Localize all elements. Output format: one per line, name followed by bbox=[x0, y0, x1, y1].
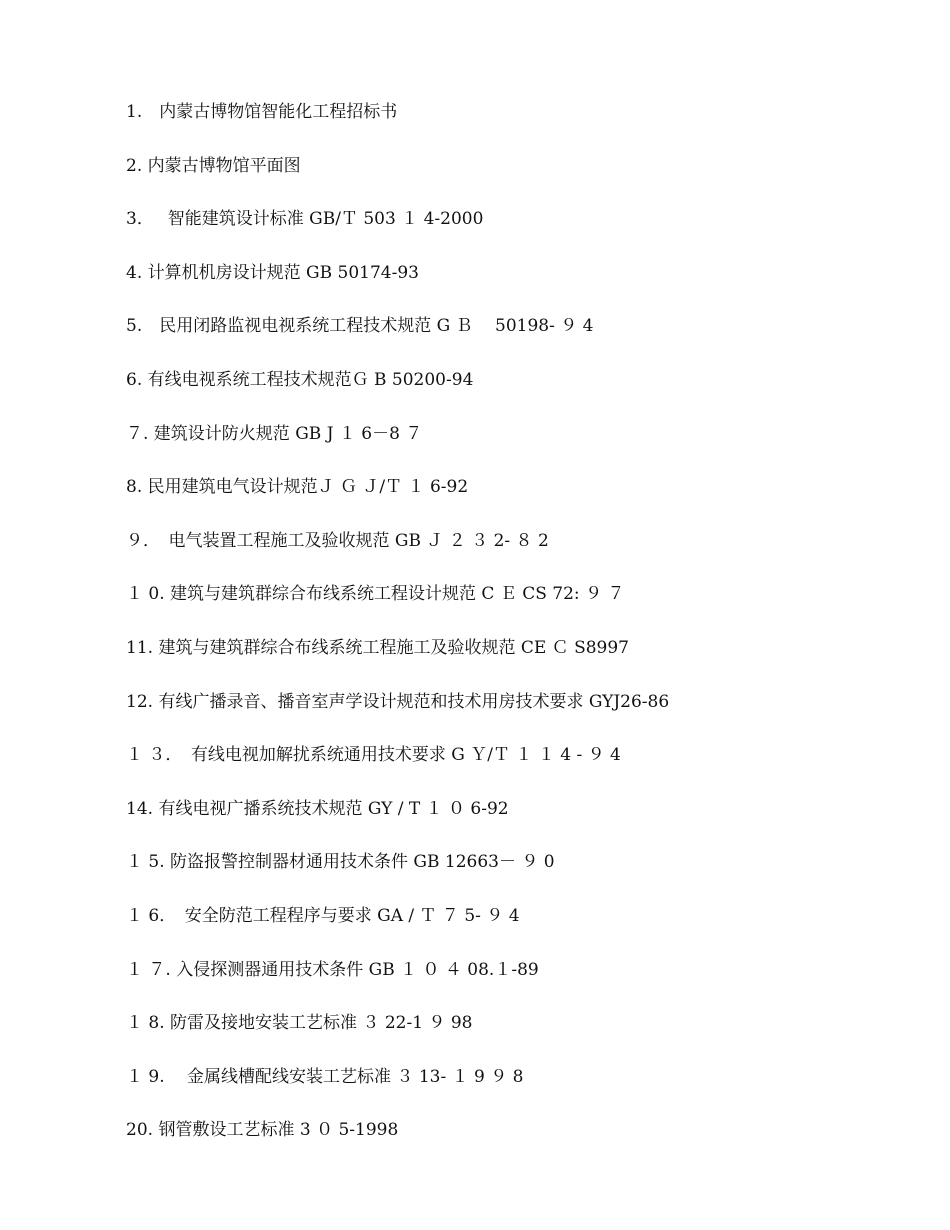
list-item: １ 8. 防雷及接地安装工艺标准 ３ 22-1 ９ 98 bbox=[126, 1013, 473, 1034]
list-item: １ 6． 安全防范工程程序与要求 GA / Ｔ ７ 5- ９ 4 bbox=[126, 905, 520, 926]
list-item: ９． 电气装置工程施工及验收规范 GB Ｊ ２ ３ 2- ８ 2 bbox=[126, 530, 549, 551]
list-item: 2. 内蒙古博物馆平面图 bbox=[126, 155, 301, 176]
list-item: 12. 有线广播录音、播音室声学设计规范和技术用房技术要求 GYJ26-86 bbox=[126, 691, 670, 712]
list-item: 20. 钢管敷设工艺标准 3 ０ 5-1998 bbox=[126, 1120, 399, 1141]
list-item: １ 0. 建筑与建筑群综合布线系统工程设计规范 C Ｅ CS 72: ９ ７ bbox=[126, 584, 625, 605]
list-item: １ 9. 金属线槽配线安装工艺标准 ３ 13- １ 9 ９ 8 bbox=[126, 1066, 524, 1087]
list-item: １ ７. 入侵探测器通用技术条件 GB １ ０ ４ 08.１-89 bbox=[126, 959, 539, 980]
list-item: １ ３． 有线电视加解扰系统通用技术要求 G Ｙ/Ｔ １ １ 4 - ９ 4 bbox=[126, 745, 621, 766]
list-item: １ 5. 防盗报警控制器材通用技术条件 GB 12663－ ９ 0 bbox=[126, 852, 555, 873]
list-item: 11. 建筑与建筑群综合布线系统工程施工及验收规范 CE Ｃ S8997 bbox=[126, 637, 629, 658]
list-item: 8. 民用建筑电气设计规范Ｊ Ｇ Ｊ/Ｔ １ 6-92 bbox=[126, 477, 469, 498]
list-item: 14. 有线电视广播系统技术规范 GY / T １ ０ 6-92 bbox=[126, 798, 509, 819]
list-item: 5. 民用闭路监视电视系统工程技术规范 G Ｂ 50198- ９ 4 bbox=[126, 316, 594, 337]
list-item: 3． 智能建筑设计标准 GB/Ｔ 503 １ 4-2000 bbox=[126, 209, 484, 230]
list-item: 4. 计算机机房设计规范 GB 50174-93 bbox=[126, 262, 419, 283]
list-item: 6. 有线电视系统工程技术规范Ｇ B 50200-94 bbox=[126, 369, 474, 390]
list-item: ７. 建筑设计防火规范 GB J １ 6－8 ７ bbox=[126, 423, 423, 444]
reference-list bbox=[126, 100, 906, 1172]
list-item: 1. 内蒙古博物馆智能化工程招标书 bbox=[126, 102, 398, 122]
